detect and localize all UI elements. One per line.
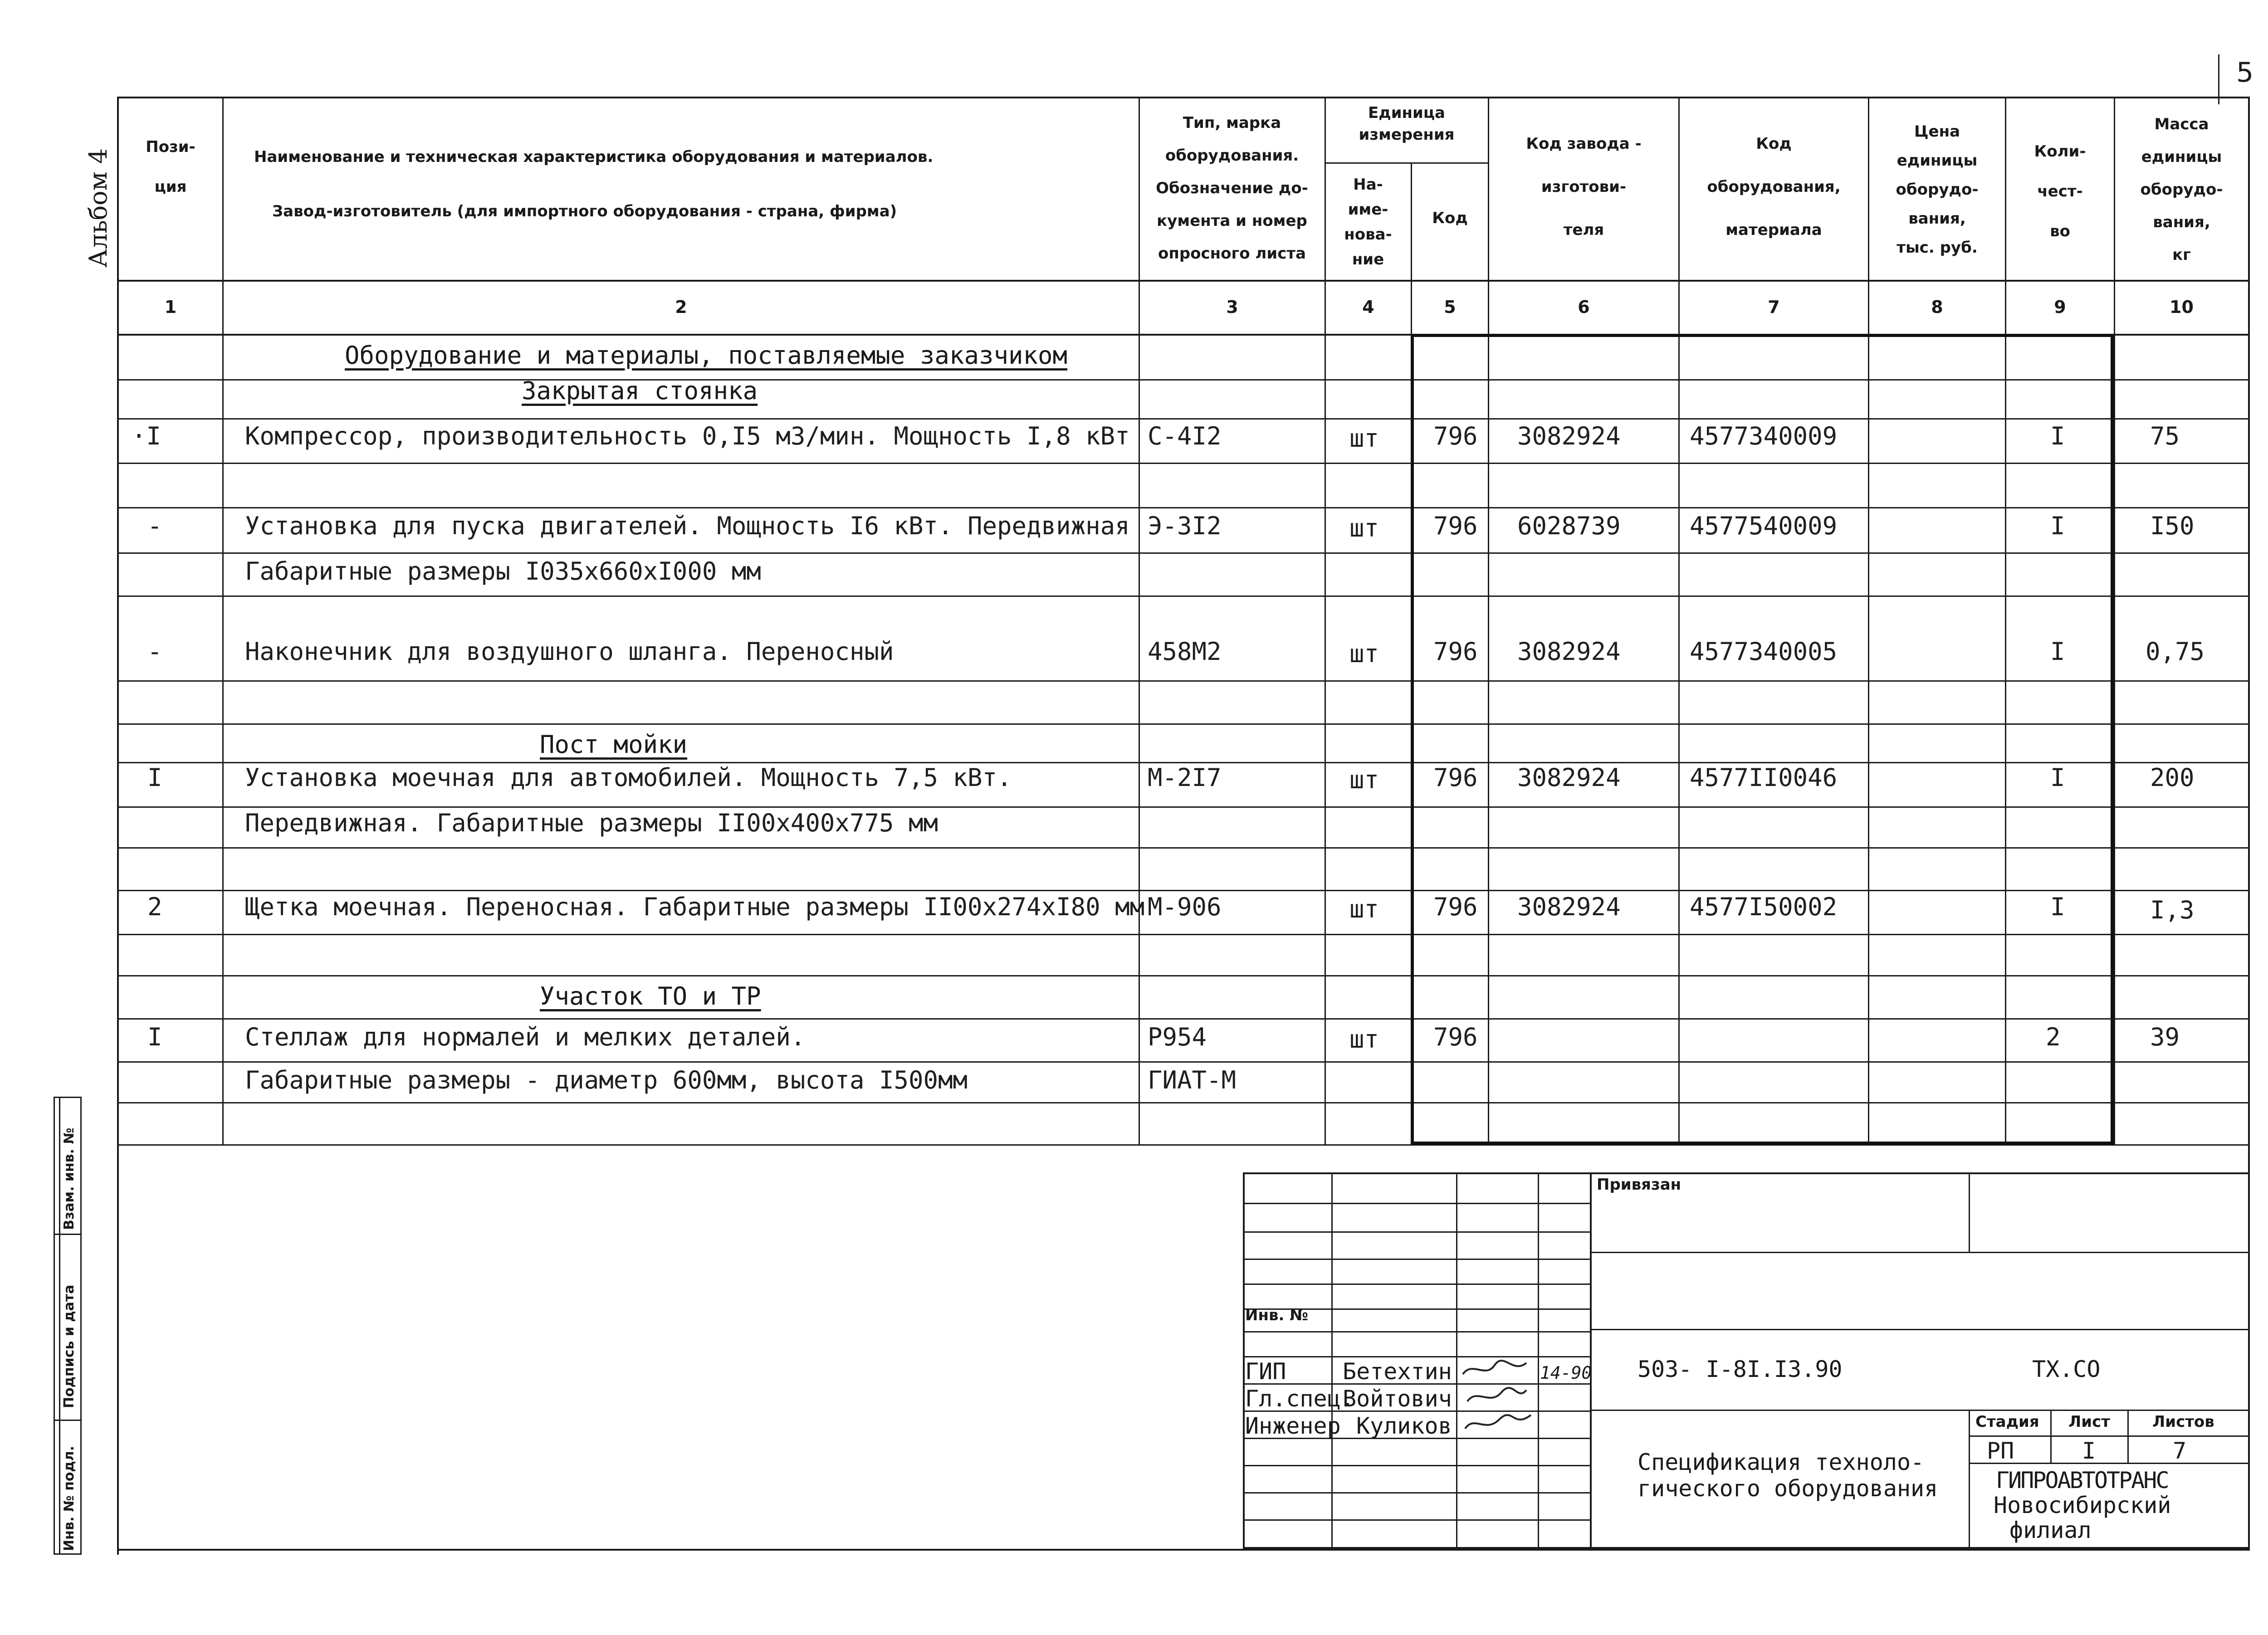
col-number: 1	[164, 297, 177, 317]
cell-mass: 39	[2150, 1023, 2180, 1051]
cell-unit: шт	[1349, 895, 1379, 923]
cell-quantity: 2	[2046, 1023, 2061, 1051]
cell-quantity: I	[2050, 512, 2065, 540]
tb-sheet-label: Лист	[2068, 1413, 2110, 1431]
cell-position: ·I	[132, 422, 161, 450]
header-unit-code: Код	[1432, 209, 1468, 227]
tb-sheet: I	[2082, 1438, 2096, 1464]
cell-position: I	[147, 763, 162, 792]
cell-equip-code: 4577340009	[1690, 422, 1838, 450]
tb-org-line1: ГИПРОАВТОТРАНС	[1996, 1467, 2168, 1493]
cell-mass: I,3	[2150, 896, 2195, 924]
tb-inv-no: Инв. №	[1245, 1306, 1309, 1324]
tb-role: Инженер	[1245, 1413, 1341, 1439]
tb-doc-code: ТХ.СО	[2032, 1356, 2101, 1382]
side-stamp-vzam: Взам. инв. №	[61, 1127, 77, 1230]
cell-plant-code: 3082924	[1517, 422, 1621, 450]
cell-equip-code: 4577I50002	[1690, 893, 1838, 921]
col-number: 3	[1226, 297, 1238, 317]
header-position: Пози- ция	[146, 138, 196, 196]
header-mass: Масса единицы оборудо- вания, кг	[2140, 115, 2223, 264]
col-number: 7	[1768, 297, 1780, 317]
cell-unit: шт	[1349, 1025, 1379, 1054]
cell-type: М-2I7	[1148, 763, 1222, 792]
cell-unit: шт	[1349, 639, 1379, 668]
page-border-bottom	[117, 1549, 2250, 1551]
tb-org-line3: филиал	[2009, 1517, 2092, 1543]
cell-unit: шт	[1349, 424, 1379, 453]
cell-name-continued: Передвижная. Габаритные размеры II00x400x775 мм	[245, 809, 938, 837]
tb-role: Гл.спец.	[1245, 1386, 1354, 1412]
cell-name-continued: Габаритные размеры - диаметр 600мм, высота I500мм	[245, 1066, 968, 1094]
header-plant-code: Код завода - изготови- теля	[1526, 135, 1642, 239]
tb-privyazan: Привязан	[1597, 1176, 1681, 1194]
cell-unit-code: 796	[1433, 512, 1478, 540]
cell-quantity: I	[2050, 893, 2065, 921]
cell-position: I	[147, 1023, 162, 1051]
header-type: Тип, марка оборудования. Обозначение до- кумента и номер опросного листа	[1156, 114, 1308, 263]
cell-name: Наконечник для воздушного шланга. Переносный	[245, 637, 894, 666]
tb-sheets-label: Листов	[2152, 1413, 2214, 1431]
cell-equip-code: 4577II0046	[1690, 763, 1838, 792]
cell-type: 458М2	[1148, 637, 1222, 666]
section-title: Пост мойки	[540, 730, 688, 759]
cell-type: Э-3I2	[1148, 512, 1222, 540]
album-label: Альбом 4	[84, 148, 112, 268]
tb-stage: РП	[1987, 1438, 2014, 1464]
cell-type: М-906	[1148, 893, 1222, 921]
cell-plant-code: 6028739	[1517, 512, 1621, 540]
header-name-line2: Завод-изготовитель (для импортного оборудования - страна, фирма)	[272, 202, 897, 220]
page-number: 5	[2236, 57, 2254, 88]
header-unit-name: На- име- нова- ние	[1344, 176, 1392, 268]
cell-position: 2	[147, 893, 162, 921]
highlight-box	[1411, 334, 2114, 1145]
cell-position: -	[147, 637, 162, 666]
header-quantity: Коли- чест- во	[2034, 142, 2086, 240]
cell-type: Р954	[1148, 1023, 1207, 1051]
cell-unit-code: 796	[1433, 422, 1478, 450]
cell-type-continued: ГИАТ-М	[1148, 1066, 1237, 1094]
tb-person: Бетехтин	[1343, 1358, 1452, 1385]
cell-plant-code: 3082924	[1517, 893, 1621, 921]
section-title: Участок ТО и ТР	[540, 982, 761, 1010]
signature-image	[1458, 1356, 1538, 1440]
cell-name: Установка моечная для автомобилей. Мощность 7,5 кВт.	[245, 763, 1012, 792]
cell-mass: 0,75	[2146, 637, 2205, 666]
cell-unit-code: 796	[1433, 637, 1478, 666]
tb-org-line2: Новосибирский	[1994, 1492, 2171, 1518]
tb-sheets: 7	[2173, 1438, 2187, 1464]
col-number: 4	[1362, 297, 1374, 317]
cell-unit-code: 796	[1433, 763, 1478, 792]
tb-stage-label: Стадия	[1975, 1413, 2039, 1431]
tb-title: Спецификация техноло- гического оборудования	[1637, 1449, 1938, 1502]
section-title: Оборудование и материалы, поставляемые заказчиком	[345, 341, 1068, 370]
header-name-line1: Наименование и техническая характеристика оборудования и материалов.	[254, 148, 934, 166]
tb-date: 14-90	[1540, 1363, 1592, 1383]
cell-mass: 75	[2150, 422, 2180, 450]
cell-unit-code: 796	[1433, 893, 1478, 921]
page-border-right	[2248, 1144, 2250, 1172]
cell-name-continued: Габаритные размеры I035x660xI000 мм	[245, 557, 761, 586]
cell-equip-code: 4577540009	[1690, 512, 1838, 540]
cell-position: -	[147, 512, 162, 540]
header-equip-code: Код оборудования, материала	[1707, 135, 1841, 239]
cell-plant-code: 3082924	[1517, 637, 1621, 666]
col-number: 10	[2170, 297, 2194, 317]
cell-name: Стеллаж для нормалей и мелких деталей.	[245, 1023, 806, 1051]
cell-type: С-4I2	[1148, 422, 1222, 450]
col-number: 9	[2054, 297, 2066, 317]
tb-doc-number: 503- I-8I.I3.90	[1637, 1356, 1843, 1382]
cell-name: Щетка моечная. Переносная. Габаритные размеры II00x274xI80 мм	[245, 893, 1145, 921]
cell-mass: I50	[2150, 512, 2195, 540]
cell-quantity: I	[2050, 637, 2065, 666]
cell-equip-code: 4577340005	[1690, 637, 1838, 666]
header-price: Цена единицы оборудо- вания, тыс. руб.	[1896, 122, 1979, 257]
cell-plant-code: 3082924	[1517, 763, 1621, 792]
tb-person: Войтович	[1343, 1386, 1452, 1412]
side-stamp-inv-podl: Инв. № подл.	[61, 1445, 77, 1551]
cell-quantity: I	[2050, 763, 2065, 792]
col-number: 8	[1931, 297, 1943, 317]
col-number: 5	[1444, 297, 1456, 317]
cell-mass: 200	[2150, 763, 2195, 792]
col-number: 6	[1578, 297, 1590, 317]
side-stamp-podpis: Подпись и дата	[61, 1284, 77, 1408]
cell-name: Компрессор, производительность 0,I5 м3/мин. Мощность I,8 кВт	[245, 422, 1130, 450]
header-unit-group: Единица измерения	[1359, 104, 1455, 144]
tb-person: Куликов	[1356, 1413, 1452, 1439]
cell-unit-code: 796	[1433, 1023, 1478, 1051]
cell-unit: шт	[1349, 766, 1379, 794]
cell-name: Установка для пуска двигателей. Мощность I6 кВт. Передвижная	[245, 512, 1130, 540]
tb-role: ГИП	[1245, 1358, 1286, 1385]
cell-quantity: I	[2050, 422, 2065, 450]
cell-unit: шт	[1349, 514, 1379, 542]
col-number: 2	[675, 297, 687, 317]
section-title: Закрытая стоянка	[522, 376, 758, 405]
